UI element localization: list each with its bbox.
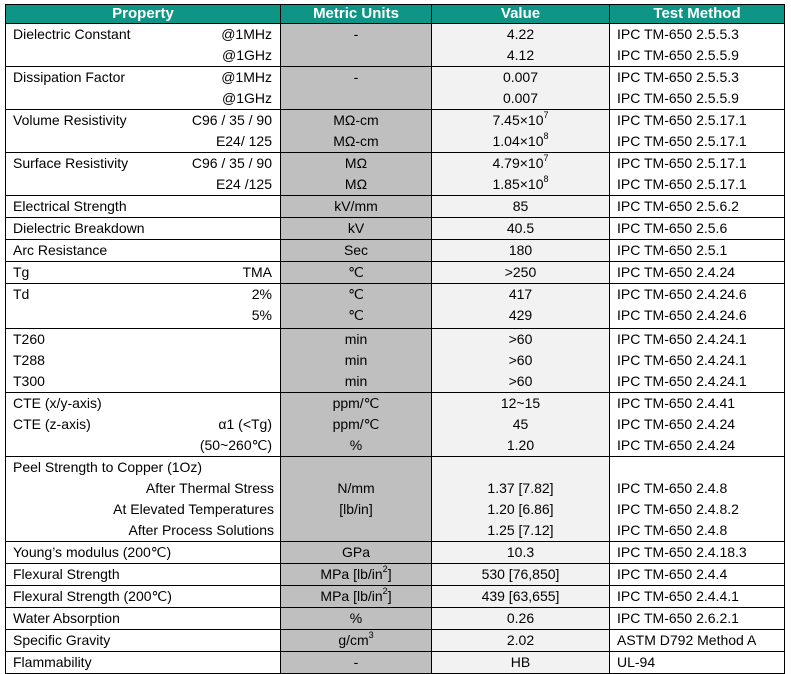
property-cell (6, 284, 281, 329)
property-name: Electrical Strength (13, 198, 127, 214)
table-row (6, 608, 785, 630)
value-cell (432, 196, 610, 218)
units-line: $g/cm^3$ (338, 630, 374, 648)
method-cell (610, 110, 785, 153)
property-cell (6, 564, 281, 586)
method-line: IPC TM-650 2.5.5.9 (617, 47, 739, 63)
units-line: MΩ-cm (333, 133, 379, 149)
units-line: % (349, 610, 363, 626)
table-row (6, 284, 785, 329)
units-line: ℃ (348, 264, 364, 280)
units-line: MPa $[lb/in^2]$ (320, 586, 392, 604)
table-row (6, 586, 785, 608)
value-cell (432, 67, 610, 110)
units-cell (281, 284, 432, 329)
property-name: Surface Resistivity (13, 155, 129, 171)
property-line (6, 196, 280, 217)
value-cell (432, 218, 610, 240)
property-line (6, 435, 280, 456)
property-line (6, 24, 280, 45)
property-name: Td (13, 286, 30, 302)
value-line: 1.20 (506, 437, 535, 453)
method-cell (610, 542, 785, 564)
units-line (281, 520, 431, 541)
value-line: 4.12 (506, 47, 535, 63)
method-line: IPC TM-650 2.4.18.3 (617, 544, 747, 560)
method-line: IPC TM-650 2.5.6.2 (617, 198, 739, 214)
property-line (6, 520, 280, 541)
property-condition: At Elevated Temperatures (113, 501, 274, 517)
units-cell (281, 110, 432, 153)
property-name: T260 (13, 331, 45, 347)
method-line: IPC TM-650 2.5.17.1 (617, 176, 747, 192)
value-line: 2.02 (506, 632, 535, 648)
property-name: Volume Resistivity (13, 112, 127, 128)
method-cell (610, 24, 785, 67)
property-line (6, 457, 280, 478)
property-line (6, 153, 280, 174)
method-cell (610, 457, 785, 542)
value-line: >60 (508, 352, 533, 368)
property-name: Flexural Strength (13, 566, 120, 582)
property-line (6, 262, 280, 283)
value-line: 0.007 (502, 69, 539, 85)
value-line: 10.3 (506, 544, 535, 560)
units-cell (281, 630, 432, 652)
header-value: Value (432, 5, 610, 24)
units-line (281, 88, 431, 109)
header-row (6, 5, 785, 24)
table-row (6, 240, 785, 262)
method-line: IPC TM-650 2.4.8 (617, 522, 728, 538)
header-metric-units: Metric Units (281, 5, 432, 24)
value-line: $1.04\times 10^8$ (492, 131, 549, 149)
table-row (6, 110, 785, 153)
method-line: IPC TM-650 2.4.41 (617, 395, 736, 411)
units-cell (281, 564, 432, 586)
value-line: >250 (504, 264, 537, 280)
value-cell (432, 393, 610, 457)
property-name: Flammability (13, 654, 92, 670)
units-line: MΩ (344, 155, 368, 171)
units-line: MΩ (344, 176, 368, 192)
property-cell (6, 240, 281, 262)
property-line (6, 564, 280, 585)
method-cell (610, 630, 785, 652)
units-line: - (353, 654, 359, 670)
table-row (6, 457, 785, 542)
property-line (6, 586, 280, 607)
method-cell (610, 196, 785, 218)
property-condition: After Thermal Stress (145, 480, 274, 496)
table-row (6, 262, 785, 284)
value-line: 40.5 (506, 220, 535, 236)
value-line: $1.85\times 10^8$ (492, 174, 549, 192)
property-condition: TMA (242, 264, 272, 280)
value-cell (432, 457, 610, 542)
property-cell (6, 196, 281, 218)
property-line (6, 88, 280, 109)
table-row (6, 542, 785, 564)
method-cell (610, 284, 785, 329)
property-name: T288 (13, 352, 45, 368)
units-line: MΩ-cm (333, 112, 379, 128)
units-cell (281, 457, 432, 542)
value-line: 180 (508, 242, 533, 258)
property-cell (6, 630, 281, 652)
method-line: IPC TM-650 2.4.24.6 (617, 307, 747, 323)
units-line: ℃ (348, 286, 364, 302)
units-line: ppm/℃ (332, 395, 380, 411)
value-line: 4.22 (506, 26, 535, 42)
value-cell (432, 542, 610, 564)
property-line (6, 218, 280, 239)
units-cell (281, 24, 432, 67)
method-cell (610, 393, 785, 457)
property-line (6, 67, 280, 88)
header-test-method: Test Method (610, 5, 785, 24)
method-line: IPC TM-650 2.5.5.3 (617, 26, 739, 42)
value-cell (432, 652, 610, 674)
units-line (281, 457, 431, 478)
property-line (6, 174, 280, 195)
property-line (6, 478, 280, 499)
property-line (6, 652, 280, 673)
units-line: kV (347, 220, 365, 236)
property-condition: After Process Solutions (128, 522, 274, 538)
value-cell (432, 586, 610, 608)
property-line (6, 393, 280, 414)
value-line: 530 [76,850] (481, 566, 560, 582)
method-line: ASTM D792 Method A (617, 632, 757, 648)
method-cell (610, 240, 785, 262)
units-line: ℃ (348, 307, 364, 323)
property-name: Water Absorption (13, 610, 120, 626)
units-line: MPa $[lb/in^2]$ (320, 564, 392, 582)
method-cell (610, 564, 785, 586)
property-cell (6, 652, 281, 674)
value-line: $4.79\times 10^7$ (492, 153, 549, 171)
value-line: 1.20 [6.86] (487, 501, 554, 517)
value-cell (432, 240, 610, 262)
method-line: IPC TM-650 2.4.24.1 (617, 352, 747, 368)
value-line: 45 (512, 416, 529, 432)
method-line: IPC TM-650 2.5.6 (617, 220, 728, 236)
property-name: CTE (z-axis) (13, 416, 91, 432)
table-row (6, 393, 785, 457)
value-line: 1.37 [7.82] (487, 480, 554, 496)
units-line: min (344, 352, 368, 368)
property-line (6, 608, 280, 629)
units-cell (281, 652, 432, 674)
units-line: Sec (343, 242, 369, 258)
method-cell (610, 262, 785, 284)
value-line: >60 (508, 373, 533, 389)
units-cell (281, 608, 432, 630)
value-line: HB (510, 654, 531, 670)
units-cell (281, 67, 432, 110)
value-cell (432, 608, 610, 630)
units-cell (281, 393, 432, 457)
property-cell (6, 24, 281, 67)
value-line: 439 [63,655] (481, 588, 560, 604)
units-line: GPa (341, 544, 370, 560)
method-cell (610, 67, 785, 110)
value-line: $7.45\times 10^7$ (492, 110, 549, 128)
value-cell (432, 262, 610, 284)
value-line: >60 (508, 331, 533, 347)
property-cell (6, 110, 281, 153)
units-cell (281, 586, 432, 608)
units-line: % (349, 437, 363, 453)
property-cell (6, 542, 281, 564)
property-cell (6, 218, 281, 240)
table-row (6, 153, 785, 196)
method-line: IPC TM-650 2.5.17.1 (617, 133, 747, 149)
property-line (6, 542, 280, 563)
method-line: IPC TM-650 2.4.24.6 (617, 286, 747, 302)
method-line: IPC TM-650 2.4.24.1 (617, 331, 747, 347)
method-line: IPC TM-650 2.4.4 (617, 566, 728, 582)
properties-table (5, 4, 785, 674)
property-condition: C96 / 35 / 90 (191, 112, 272, 128)
property-condition: @1MHz (221, 26, 272, 42)
property-name: Specific Gravity (13, 632, 111, 648)
property-condition: 5% (251, 307, 272, 323)
table-row (6, 218, 785, 240)
property-name: Young’s modulus (200℃) (13, 544, 172, 560)
value-cell (432, 284, 610, 329)
property-line (6, 499, 280, 520)
units-line: min (344, 331, 368, 347)
method-line: IPC TM-650 2.4.24 (617, 437, 736, 453)
units-line: ppm/℃ (332, 416, 380, 432)
table-row (6, 24, 785, 67)
method-cell (610, 586, 785, 608)
method-line: IPC TM-650 2.6.2.1 (617, 610, 739, 626)
method-line: IPC TM-650 2.4.8.2 (617, 501, 739, 517)
method-line: IPC TM-650 2.5.5.3 (617, 69, 739, 85)
value-line: 417 (508, 286, 533, 302)
units-line: min (344, 373, 368, 389)
units-cell (281, 542, 432, 564)
property-line (6, 350, 280, 371)
method-line: UL-94 (617, 654, 656, 670)
value-cell (432, 153, 610, 196)
method-cell (610, 652, 785, 674)
value-line: 429 (508, 307, 533, 323)
property-name: Tg (13, 264, 30, 280)
property-line (6, 45, 280, 66)
property-name: Dielectric Breakdown (13, 220, 145, 236)
property-name: Arc Resistance (13, 242, 108, 258)
table-row (6, 652, 785, 674)
property-condition: α1 (<Tg) (218, 416, 272, 432)
method-line (610, 457, 784, 478)
value-cell (432, 110, 610, 153)
method-line: IPC TM-650 2.4.24 (617, 416, 736, 432)
property-cell (6, 457, 281, 542)
property-line (6, 305, 280, 326)
property-line (6, 630, 280, 651)
property-name: Peel Strength to Copper (1Oz) (13, 459, 203, 475)
value-line: 85 (512, 198, 529, 214)
value-cell (432, 24, 610, 67)
table-row (6, 196, 785, 218)
value-cell (432, 564, 610, 586)
property-condition: E24 /125 (215, 176, 272, 192)
method-cell (610, 218, 785, 240)
method-line: IPC TM-650 2.5.17.1 (617, 112, 747, 128)
table-row (6, 329, 785, 393)
units-cell (281, 153, 432, 196)
units-cell (281, 196, 432, 218)
value-line: 1.25 [7.12] (487, 522, 554, 538)
property-line (6, 131, 280, 152)
property-name: CTE (x/y-axis) (13, 395, 102, 411)
method-line: IPC TM-650 2.4.8 (617, 480, 728, 496)
table-row (6, 564, 785, 586)
property-cell (6, 329, 281, 393)
value-cell (432, 329, 610, 393)
property-cell (6, 153, 281, 196)
units-cell (281, 218, 432, 240)
method-line: IPC TM-650 2.5.1 (617, 242, 728, 258)
value-line: 0.007 (502, 90, 539, 106)
method-line: IPC TM-650 2.4.24 (617, 264, 736, 280)
property-condition: @1GHz (222, 47, 272, 63)
property-line (6, 110, 280, 131)
property-condition: @1MHz (221, 69, 272, 85)
property-condition: C96 / 35 / 90 (191, 155, 272, 171)
value-line: 0.26 (506, 610, 535, 626)
units-line: N/mm (337, 480, 375, 496)
property-cell (6, 608, 281, 630)
table-body (6, 24, 785, 674)
value-cell (432, 630, 610, 652)
units-line: kV/mm (334, 198, 378, 214)
property-line (6, 284, 280, 305)
property-condition: 2% (251, 286, 272, 302)
units-cell (281, 240, 432, 262)
method-line: IPC TM-650 2.4.24.1 (617, 373, 747, 389)
property-line (6, 371, 280, 392)
property-name: T300 (13, 373, 45, 389)
method-line: IPC TM-650 2.4.4.1 (617, 588, 739, 604)
property-cell (6, 393, 281, 457)
property-cell (6, 67, 281, 110)
method-cell (610, 329, 785, 393)
property-condition: (50~260℃) (199, 437, 272, 453)
units-line: [lb/in] (339, 501, 373, 517)
value-line: 12~15 (500, 395, 541, 411)
table-row (6, 67, 785, 110)
method-cell (610, 153, 785, 196)
header-property: Property (6, 5, 281, 24)
property-name: Flexural Strength (200℃) (13, 588, 172, 604)
property-cell (6, 586, 281, 608)
units-line: - (353, 26, 359, 42)
property-cell (6, 262, 281, 284)
units-cell (281, 262, 432, 284)
units-cell (281, 329, 432, 393)
property-condition: @1GHz (222, 90, 272, 106)
method-line: IPC TM-650 2.5.17.1 (617, 155, 747, 171)
property-line (6, 329, 280, 350)
property-name: Dissipation Factor (13, 69, 126, 85)
property-condition: E24/ 125 (215, 133, 272, 149)
units-line: - (353, 69, 359, 85)
property-line (6, 414, 280, 435)
value-line (432, 457, 609, 478)
units-line (281, 45, 431, 66)
method-cell (610, 608, 785, 630)
table-row (6, 630, 785, 652)
method-line: IPC TM-650 2.5.5.9 (617, 90, 739, 106)
property-name: Dielectric Constant (13, 26, 131, 42)
property-line (6, 240, 280, 261)
